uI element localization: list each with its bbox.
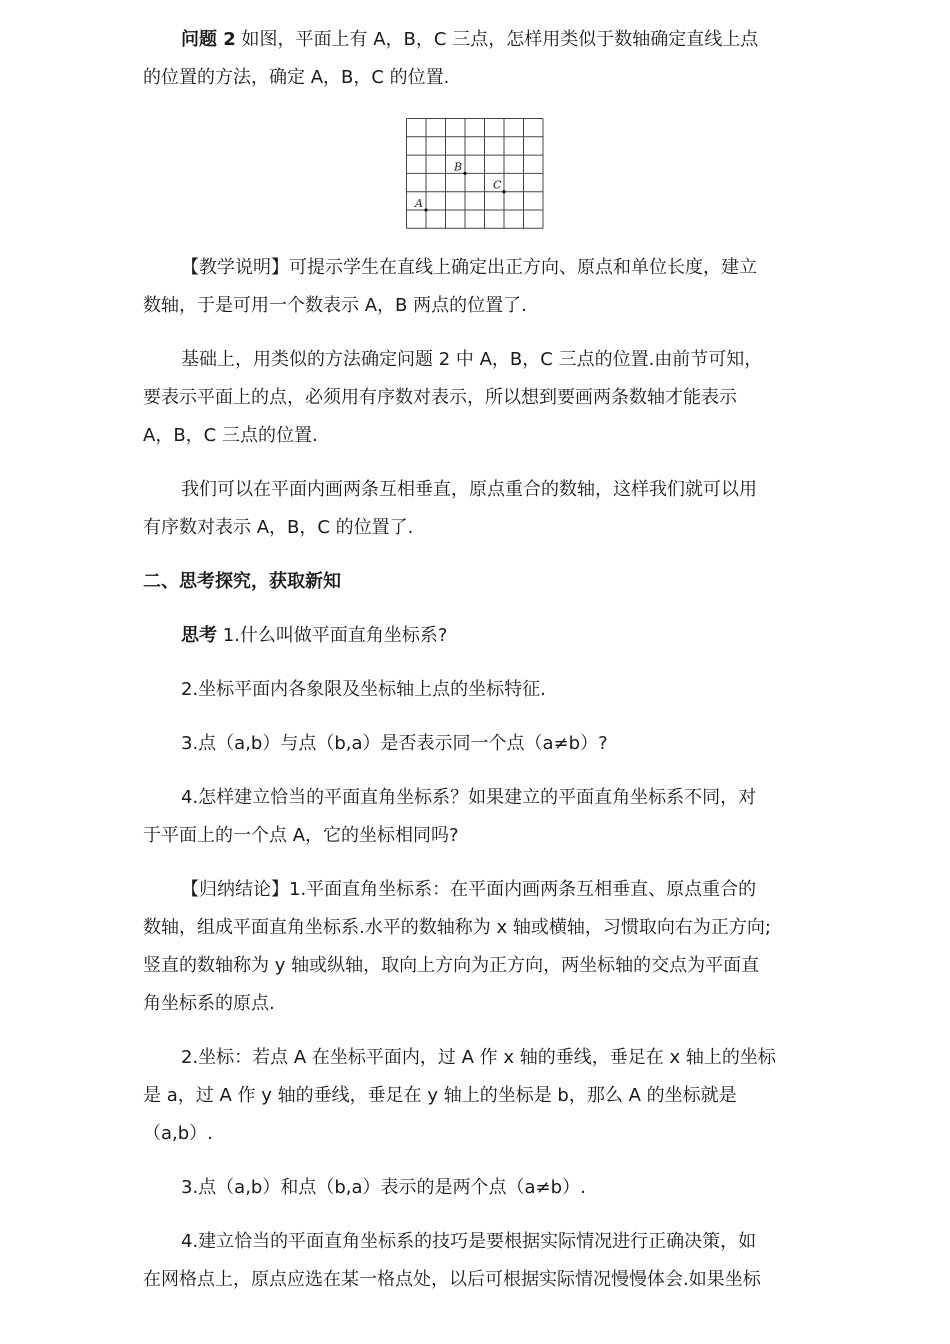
- think-question-4-line-1: 4.怎样建立恰当的平面直角坐标系？如果建立的平面直角坐标系不同，对: [181, 787, 757, 808]
- teaching-note-line-1: 【教学说明】可提示学生在直线上确定出正方向、原点和单位长度，建立: [181, 257, 757, 278]
- conclusion-1-line-2: 数轴，组成平面直角坐标系.水平的数轴称为 x 轴或横轴，习惯取向右为正方向;: [143, 917, 771, 938]
- conclusion-2-line-2: 是 a，过 A 作 y 轴的垂线，垂足在 y 轴上的坐标是 b，那么 A 的坐标就是: [143, 1085, 737, 1106]
- think-question-1: [143, 617, 815, 656]
- conclusion-3: 3.点（a,b）和点（b,a）表示的是两个点（a≠b）.: [181, 1177, 586, 1198]
- basis-line-2: 要表示平面上的点，必须用有序数对表示，所以想到要画两条数轴才能表示: [143, 387, 737, 408]
- think-question-2: 2.坐标平面内各象限及坐标轴上点的坐标特征.: [181, 679, 546, 700]
- grid-point-label-b: B: [454, 160, 463, 174]
- conclusion-1-line-4: 角坐标系的原点.: [143, 993, 275, 1014]
- perpendicular-axes-line-2: 有序数对表示 A，B，C 的位置了.: [143, 517, 414, 538]
- grid-point-b: [463, 172, 466, 175]
- think-question-1-text: 1.什么叫做平面直角坐标系?: [217, 625, 448, 646]
- problem-2-text: 如图，平面上有 A，B，C 三点，怎样用类似于数轴确定直线上点: [235, 29, 759, 50]
- basis-line-3: A，B，C 三点的位置.: [143, 425, 318, 446]
- think-question-4-line-2: 于平面上的一个点 A，它的坐标相同吗?: [143, 825, 459, 846]
- grid-point-label-c: C: [493, 178, 502, 192]
- conclusion-2-line-1: 2.坐标：若点 A 在坐标平面内，过 A 作 x 轴的垂线，垂足在 x 轴上的坐标: [181, 1047, 776, 1068]
- conclusion-4-line-1: 4.建立恰当的平面直角坐标系的技巧是要根据实际情况进行正确决策，如: [181, 1231, 757, 1252]
- conclusion-2-line-3: （a,b）.: [143, 1123, 213, 1144]
- grid-figure: [405, 117, 545, 230]
- conclusion-1-line-3: 竖直的数轴称为 y 轴或纵轴，取向上方向为正方向，两坐标轴的交点为平面直: [143, 955, 760, 976]
- conclusion-1-line-1: 【归纳结论】1.平面直角坐标系：在平面内画两条互相垂直、原点重合的: [181, 879, 757, 900]
- think-label: 思考: [181, 625, 217, 646]
- grid-point-label-a: A: [415, 197, 423, 210]
- conclusion-4-line-2: 在网格点上，原点应选在某一格点处，以后可根据实际情况慢慢体会.如果坐标: [143, 1269, 761, 1290]
- basis-line-1: 基础上，用类似的方法确定问题 2 中 A，B，C 三点的位置.由前节可知，: [181, 349, 763, 370]
- problem-2-label: 问题 2: [181, 29, 236, 50]
- teaching-note-line-2: 数轴，于是可用一个数表示 A，B 两点的位置了.: [143, 295, 527, 316]
- perpendicular-axes-line-1: 我们可以在平面内画两条互相垂直，原点重合的数轴，这样我们就可以用: [181, 479, 757, 500]
- grid-point-c: [502, 190, 505, 193]
- problem-2-line-2: 的位置的方法，确定 A，B，C 的位置.: [143, 67, 450, 88]
- section-heading: 二、思考探究，获取新知: [143, 571, 341, 592]
- grid-point-a: [424, 208, 427, 211]
- think-question-3: 3.点（a,b）与点（b,a）是否表示同一个点（a≠b）?: [181, 733, 608, 754]
- problem-2-line-1: [143, 21, 815, 60]
- grid-diagram: [405, 117, 545, 230]
